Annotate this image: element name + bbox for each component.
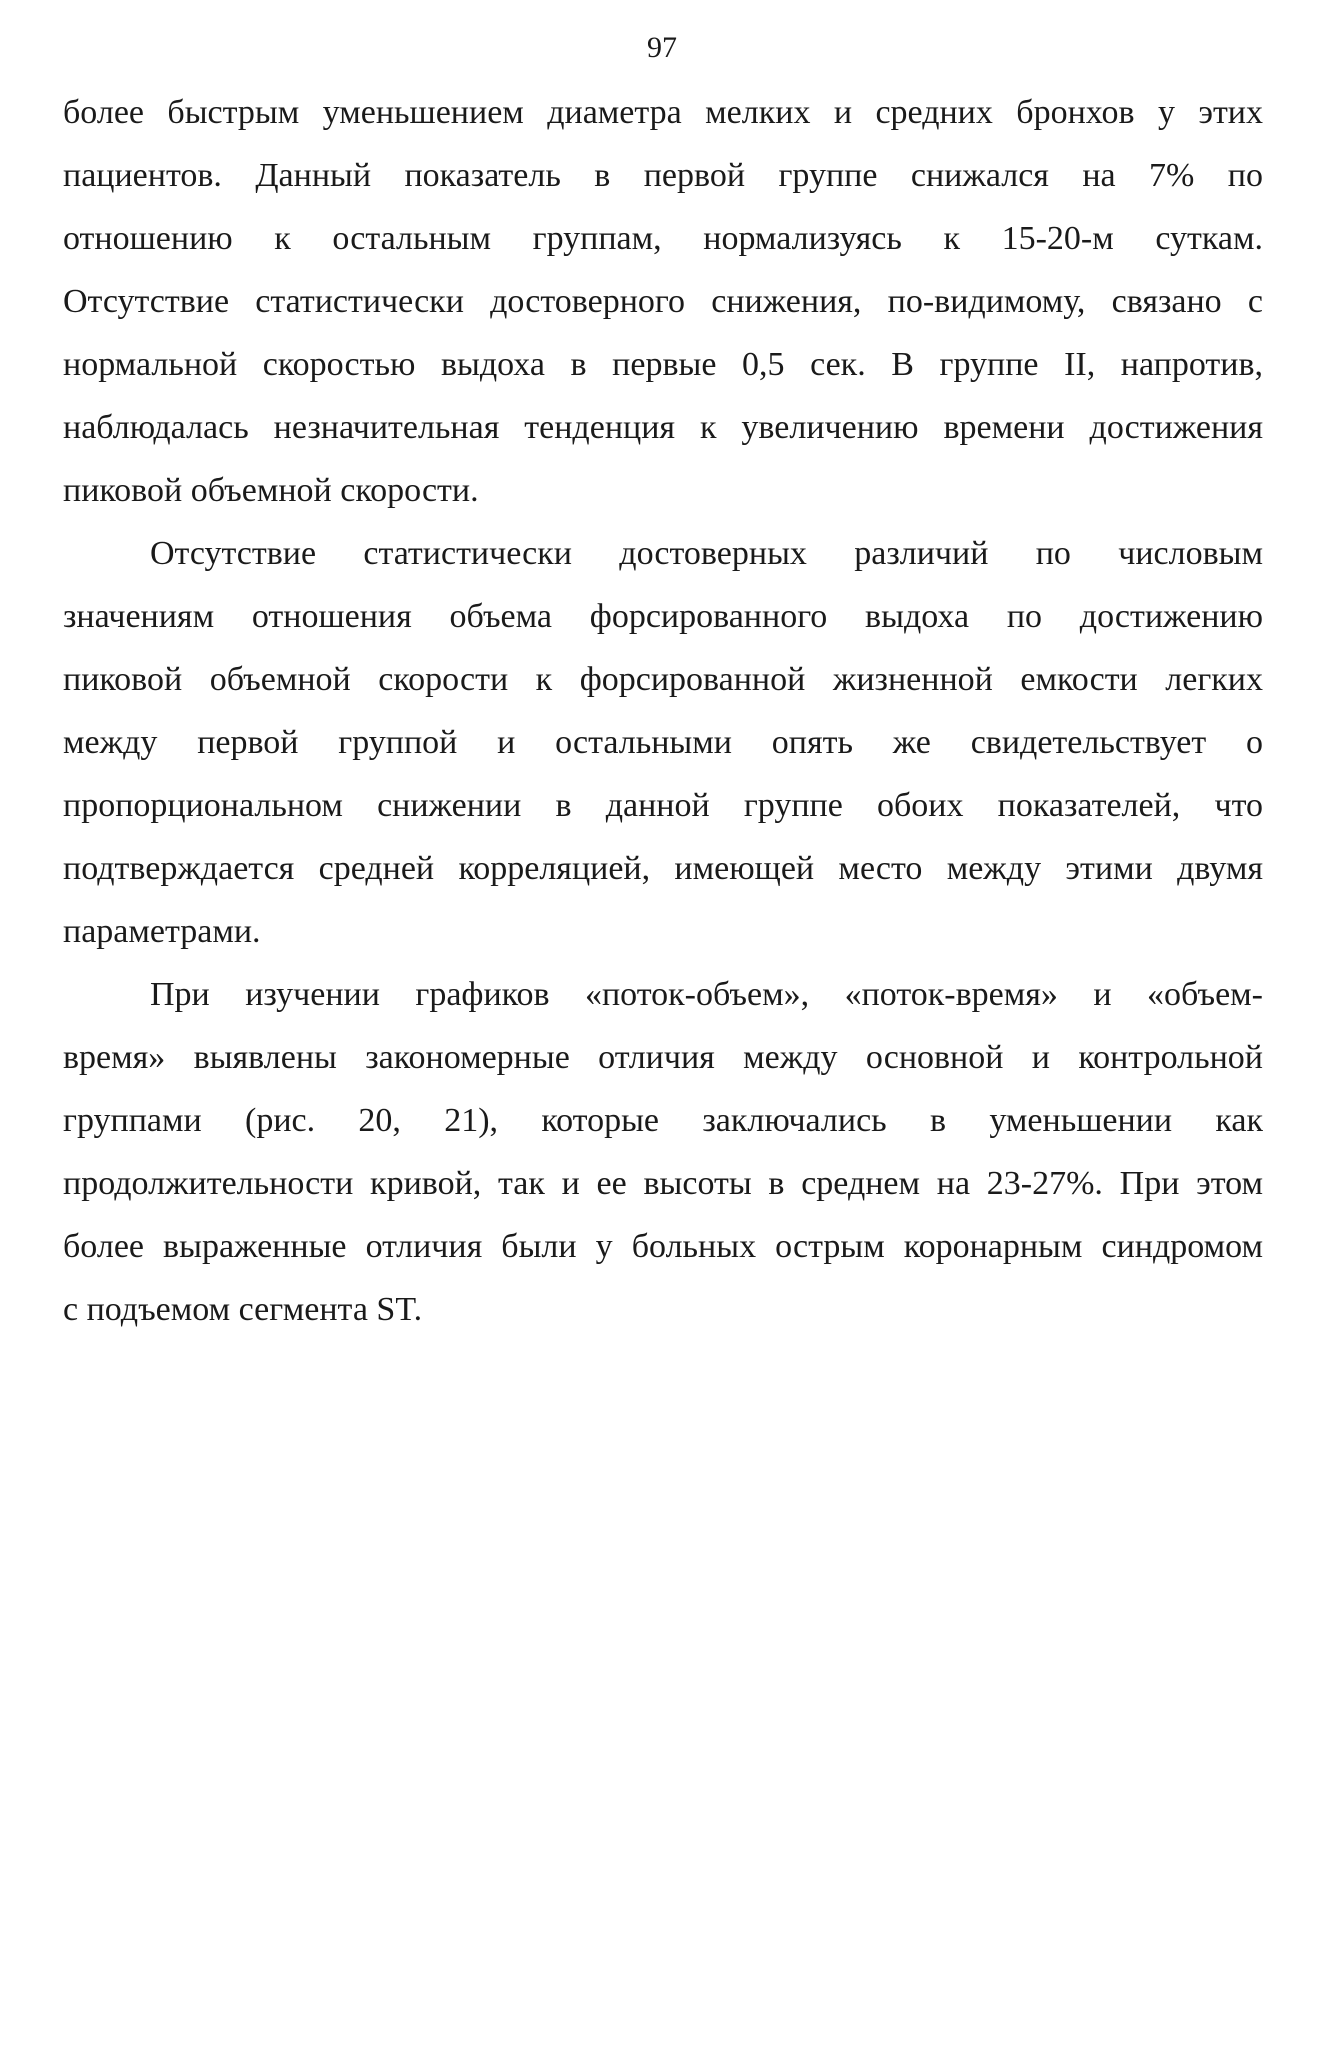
text-line: подтверждается средней корреляцией, имеющей место между этими двумя [63, 850, 1263, 887]
text-line: более быстрым уменьшением диаметра мелких и средних бронхов у этих [63, 94, 1263, 131]
text-line: пациентов. Данный показатель в первой группе снижался на 7% по [63, 157, 1263, 194]
text-line: время» выявлены закономерные отличия между основной и контрольной [63, 1039, 1263, 1076]
text-line: пиковой объемной скорости. [63, 472, 479, 509]
text-line: группами (рис. 20, 21), которые заключались в уменьшении как [63, 1102, 1263, 1139]
text-line: с подъемом сегмента ST. [63, 1291, 423, 1328]
page-number: 97 [647, 31, 677, 64]
text-line: нормальной скоростью выдоха в первые 0,5 сек. В группе II, напротив, [63, 346, 1263, 383]
paragraph-1 [63, 81, 1263, 522]
text-line: При изучении графиков «поток-объем», «поток-время» и «объем- [150, 976, 1263, 1013]
text-line: Отсутствие статистически достоверных различий по числовым [150, 535, 1263, 572]
text-line: продолжительности кривой, так и ее высоты в среднем на 23-27%. При этом [63, 1165, 1263, 1202]
body-text [63, 81, 1263, 1341]
text-line: значениям отношения объема форсированного выдоха по достижению [63, 598, 1263, 635]
text-line: Отсутствие статистически достоверного снижения, по-видимому, связано с [63, 283, 1263, 320]
text-line: более выраженные отличия были у больных острым коронарным синдромом [63, 1228, 1263, 1265]
text-line: пиковой объемной скорости к форсированной жизненной емкости легких [63, 661, 1263, 698]
text-line: отношению к остальным группам, нормализуясь к 15-20-м суткам. [63, 220, 1263, 257]
text-line: наблюдалась незначительная тенденция к увеличению времени достижения [63, 409, 1263, 446]
paragraph-2 [63, 522, 1263, 963]
paragraph-3 [63, 963, 1263, 1341]
text-line: пропорциональном снижении в данной группе обоих показателей, что [63, 787, 1263, 824]
text-line: параметрами. [63, 913, 261, 950]
text-line: между первой группой и остальными опять же свидетельствует о [63, 724, 1263, 761]
